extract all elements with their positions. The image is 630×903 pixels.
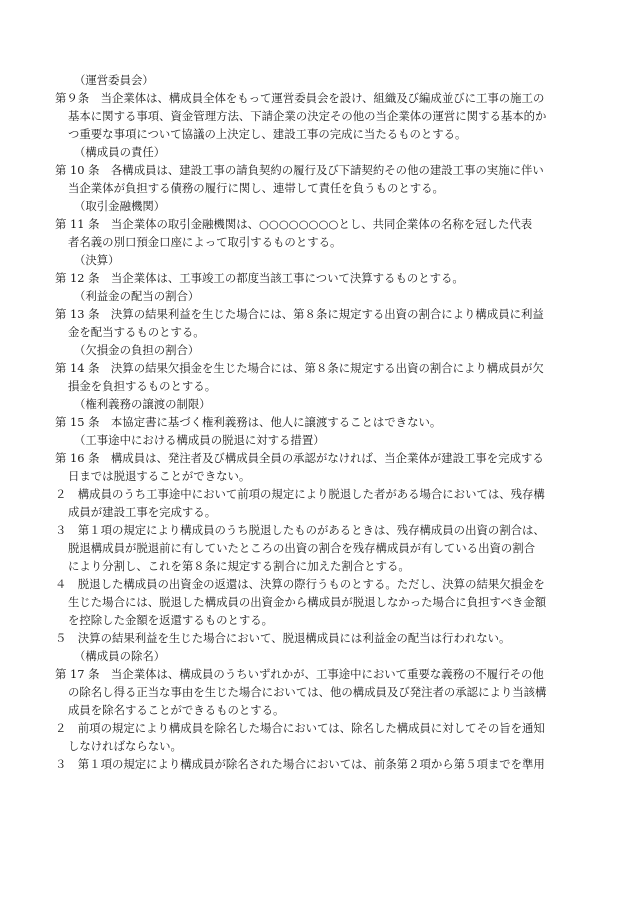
article-text: 第９条 当企業体は、構成員全体をもって運営委員会を設け、組織及び編成並びに工事の施工の — [55, 91, 545, 105]
paragraph-text: しなければならない。 — [68, 739, 182, 753]
article-text: 第 16 条 構成員は、発注者及び構成員全員の承認がなければ、当企業体が建設工事を完成する — [55, 451, 544, 465]
paragraph-text: ３ 第１項の規定により構成員が除名された場合においては、前条第２項から第５項までを準用 — [55, 757, 545, 771]
article-heading: （権利義務の譲渡の制限） — [74, 397, 211, 411]
article-text-part: 基本に関する事項、資金管理方法、下請企業の決定その他の当企業体の運営に関する基本的か — [68, 109, 547, 123]
article-heading: （工事途中における構成員の脱退に対する措置） — [74, 433, 325, 447]
article-text: 日までは脱退することができない。 — [68, 469, 251, 483]
article-heading: （運営委員会） — [74, 73, 154, 87]
article-text: 第 14 条 決算の結果欠損金を生じた場合には、第８条に規定する出資の割合により構成員が欠 — [55, 361, 544, 375]
paragraph-text: 成員が建設工事を完成する。 — [68, 505, 217, 519]
article-text: の除名し得る正当な事由を生じた場合においては、他の構成員及び発注者の承認により当該構 — [68, 685, 547, 699]
paragraph-text: ２ 前項の規定により構成員を除名した場合においては、除名した構成員に対してその旨を通知 — [55, 721, 545, 735]
article-text: 者名義の別口預金口座によって取引するものとする。 — [68, 235, 342, 249]
article-heading: （欠損金の負担の割合） — [74, 343, 200, 357]
article-text: 金を配当するものとする。 — [68, 325, 205, 339]
article-text: 第 17 条 当企業体は、構成員のうちいずれかが、工事途中において重要な義務の不履行その他 — [55, 667, 544, 681]
paragraph-text: ５ 決算の結果利益を生じた場合において、脱退構成員には利益金の配当は行われない。 — [55, 631, 511, 645]
article-text: 第 11 条 当企業体の取引金融機関は、○○○○○○○○とし、共同企業体の名称を冠した代表 — [55, 217, 533, 231]
paragraph-text: 生じた場合には、脱退した構成員の出資金から構成員が脱退しなかった場合に負担すべき金額 — [68, 595, 547, 609]
article-heading: （構成員の除名） — [74, 649, 166, 663]
article-heading: （決算） — [74, 253, 120, 267]
article-heading: （取引金融機関） — [74, 199, 166, 213]
article-text: 第 15 条 本協定書に基づく権利義務は、他人に譲渡することはできない。 — [55, 415, 442, 429]
article-text — [68, 127, 466, 141]
article-text: 当企業体が負担する債務の履行に関し、連帯して責任を負うものとする。 — [68, 181, 444, 195]
paragraph-text: 脱退構成員が脱退前に有していたところの出資の割合を残存構成員が有している出資の割合 — [68, 541, 536, 555]
article-heading: （構成員の責任） — [74, 145, 166, 159]
article-text: 第 13 条 決算の結果利益を生じた場合には、第８条に規定する出資の割合により構成員に利益 — [55, 307, 544, 321]
article-text: 第 10 条 各構成員は、建設工事の請負契約の履行及び下請契約その他の建設工事の実施に伴い — [55, 163, 544, 177]
paragraph-text: ４ 脱退した構成員の出資金の返還は、決算の際行うものとする。ただし、決算の結果欠損金を — [55, 577, 545, 591]
article-text: 第 12 条 当企業体は、工事竣工の都度当該工事について決算するものとする。 — [55, 271, 464, 285]
paragraph-text: を控除した金額を返還するものとする。 — [68, 613, 274, 627]
article-text-part: つ重要な事項について協議の上決定し、建設工事の完成に当たるものとする。 — [68, 127, 467, 141]
paragraph-text: ２ 構成員のうち工事途中において前項の規定により脱退した者がある場合においては、残存構 — [55, 487, 545, 501]
paragraph-text: ３ 第１項の規定により構成員のうち脱退したものがあるときは、残存構成員の出資の割合は、 — [55, 523, 545, 537]
article-heading: （利益金の配当の割合） — [74, 289, 200, 303]
paragraph-text: により分割し、これを第８条に規定する割合に加えた割合とする。 — [68, 559, 410, 573]
article-text — [68, 109, 546, 123]
article-text: 成員を除名することができるものとする。 — [68, 703, 285, 717]
article-text: 損金を負担するものとする。 — [68, 379, 217, 393]
